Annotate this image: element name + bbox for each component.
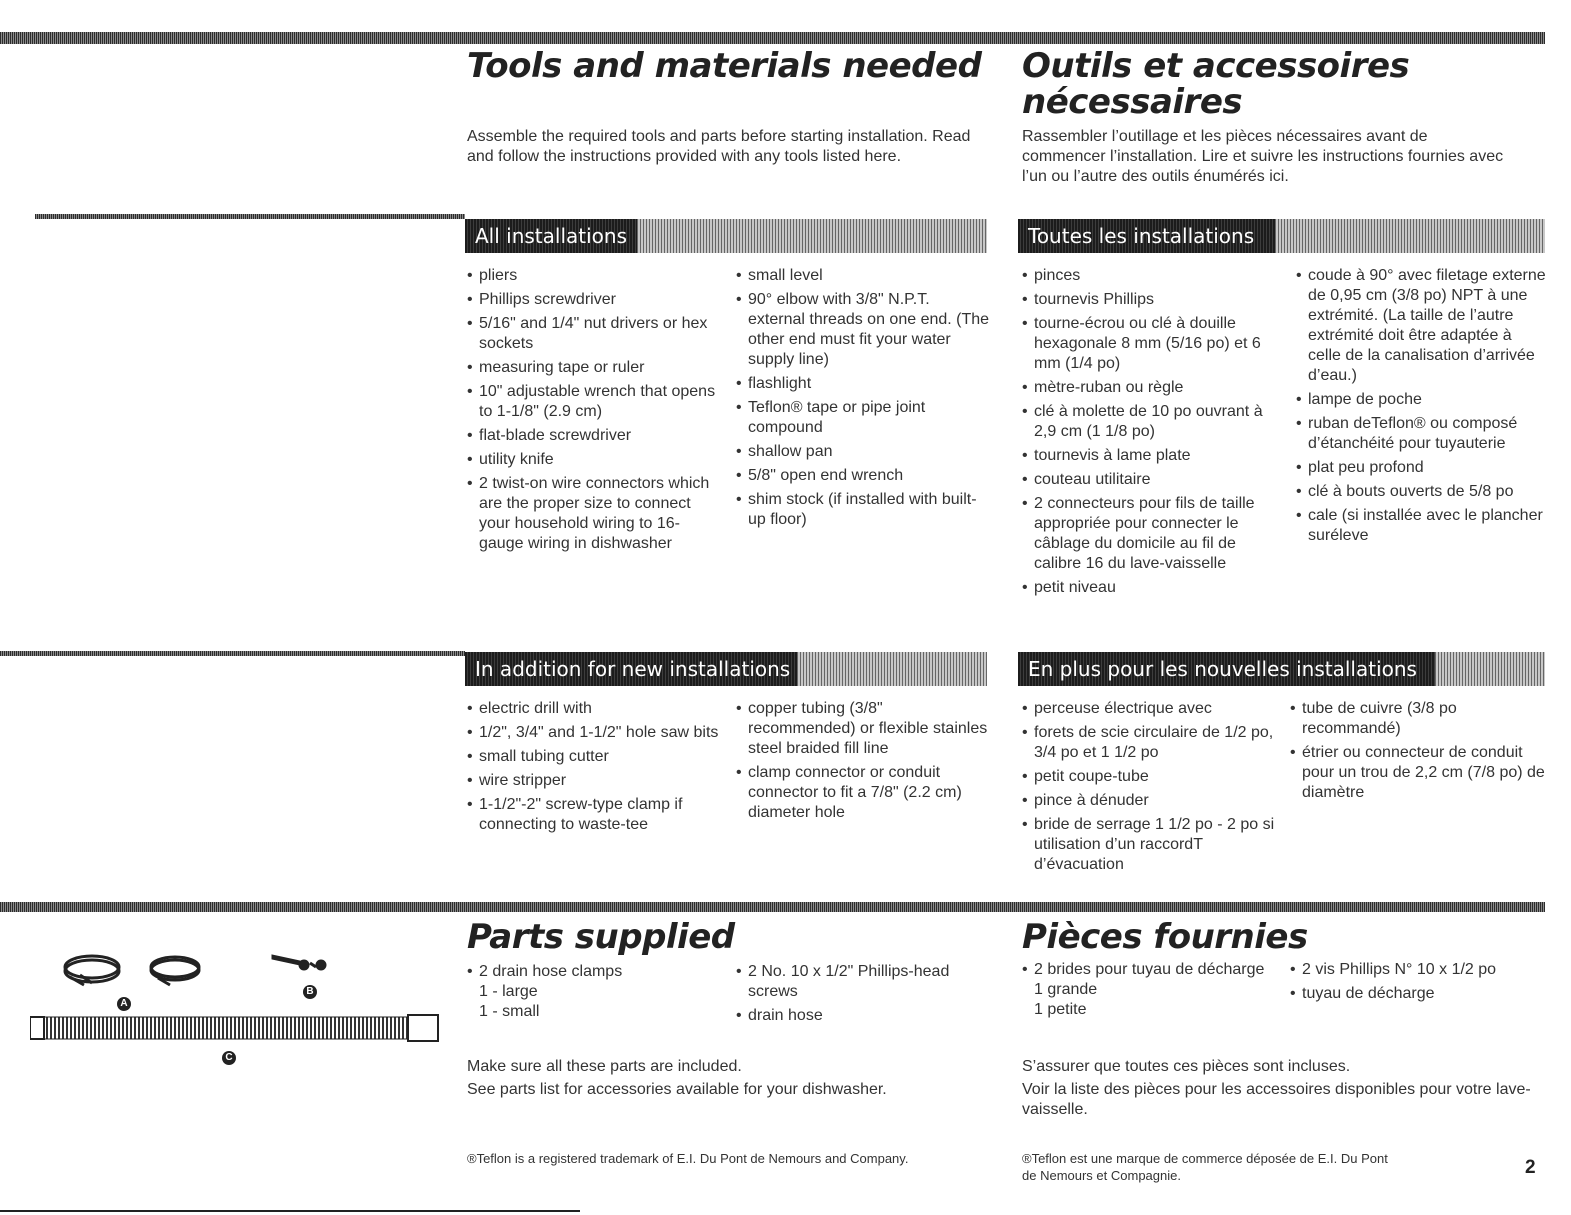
heading-fade <box>797 652 987 686</box>
heading-new-installations-en: In addition for new installations <box>465 652 987 686</box>
all-installations-fr-col2 <box>1296 266 1546 550</box>
section-rule-new <box>0 651 465 656</box>
tools-title-fr-line2: nécessaires <box>1022 82 1243 122</box>
list-item: • 10" adjustable wrench that opens to 1-1/8" (2.9 cm) <box>467 382 722 422</box>
parts-check-fr: S’assurer que toutes ces pièces sont incluses. <box>1022 1058 1351 1075</box>
list-item: • small tubing cutter <box>467 747 722 767</box>
list-item: • tube de cuivre (3/8 po recommandé) <box>1290 699 1545 739</box>
part-label-b: B <box>303 985 317 999</box>
heading-all-installations-en: All installations <box>465 219 987 253</box>
new-installations-fr-col1 <box>1022 699 1277 879</box>
list-item: • coude à 90° avec filetage externe de 0,95 cm (3/8 po) NPT à une extrémité. (La taille de l’autre extrémité doit être adaptée à celle de la canalisation d’arrivée d’eau.) <box>1296 266 1546 386</box>
list-item: • pinces <box>1022 266 1277 286</box>
sub-item: 1 grande <box>1034 981 1098 998</box>
list-item: • forets de scie circulaire de 1/2 po, 3/4 po et 1 1/2 po <box>1022 723 1277 763</box>
list-item: • shim stock (if installed with built-up floor) <box>736 490 991 530</box>
list-item: • 2 connecteurs pour fils de taille appropriée pour connecter le câblage du domicile au fil de calibre 16 du lave-vaisselle <box>1022 494 1277 574</box>
tools-intro-en: Assemble the required tools and parts before starting installation. Read and follow the instructions provided with any tools listed here. <box>467 128 971 165</box>
heading-fade <box>1275 219 1545 253</box>
list-item: • electric drill with <box>467 699 722 719</box>
top-rule <box>0 32 1545 44</box>
parts-check-en: Make sure all these parts are included. <box>467 1058 742 1075</box>
list-item: • 1/2", 3/4" and 1-1/2" hole saw bits <box>467 723 722 743</box>
small-hose-clamp-icon <box>151 957 199 985</box>
section-rule-parts <box>0 902 1545 912</box>
list-item: • tourne-écrou ou clé à douille hexagonale 8 mm (5/16 po) et 6 mm (1/4 po) <box>1022 314 1277 374</box>
parts-see-en: See parts list for accessories available for your dishwasher. <box>467 1081 887 1098</box>
heading-fade <box>637 219 987 253</box>
heading-all-installations-fr: Toutes les installations <box>1018 219 1545 253</box>
trademark-note-en: ®Teflon is a registered trademark of E.I. Du Pont de Nemours and Company. <box>467 1151 909 1166</box>
list-item: • mètre-ruban ou règle <box>1022 378 1277 398</box>
parts-see-fr: Voir la liste des pièces pour les accessoires disponibles pour votre lave-vaisselle. <box>1022 1081 1531 1118</box>
list-item: • measuring tape or ruler <box>467 358 722 378</box>
list-item: • Teflon® tape or pipe joint compound <box>736 398 991 438</box>
new-installations-fr-col2 <box>1290 699 1545 807</box>
list-item: • 5/8" open end wrench <box>736 466 991 486</box>
tools-intro-fr: Rassembler l’outillage et les pièces nécessaires avant de commencer l’installation. Lire et suivre les instructions fournies avec l’un ou l’autre des outils énumérés ici. <box>1022 128 1504 185</box>
heading-fade <box>1435 652 1545 686</box>
list-item: • Phillips screwdriver <box>467 290 722 310</box>
list-item: • bride de serrage 1 1/2 po - 2 po si utilisation d’un raccordT d’évacuation <box>1022 815 1277 875</box>
all-installations-fr-col1 <box>1022 266 1277 602</box>
bottom-line <box>0 1210 580 1212</box>
list-item: • 2 No. 10 x 1/2" Phillips-head screws <box>736 962 991 1002</box>
page-number: 2 <box>1525 1157 1536 1178</box>
parts-fr-col1 <box>1022 960 1277 1024</box>
parts-fr-col2 <box>1290 960 1545 1008</box>
trademark-note-fr: ®Teflon est une marque de commerce déposée de E.I. Du Pont de Nemours et Compagnie. <box>1022 1151 1388 1183</box>
screws-icon <box>272 955 326 970</box>
list-item: • 90° elbow with 3/8" N.P.T. external threads on one end. (The other end must fit your water supply line) <box>736 290 991 370</box>
list-item: • tournevis Phillips <box>1022 290 1277 310</box>
list-item: • pliers <box>467 266 722 286</box>
list-item: • petit niveau <box>1022 578 1277 598</box>
list-item: • clé à bouts ouverts de 5/8 po <box>1296 482 1546 502</box>
parts-en-col1 <box>467 962 722 1026</box>
parts-en-col2 <box>736 962 991 1030</box>
list-item: • 2 vis Phillips N° 10 x 1/2 po <box>1290 960 1545 980</box>
list-item: • flat-blade screwdriver <box>467 426 722 446</box>
list-item: • shallow pan <box>736 442 991 462</box>
tools-title-en: Tools and materials needed <box>467 46 982 86</box>
drain-hose-icon <box>30 1015 438 1041</box>
list-item: • 5/16" and 1/4" nut drivers or hex sockets <box>467 314 722 354</box>
list-item: • utility knife <box>467 450 722 470</box>
new-installations-en-col2 <box>736 699 991 827</box>
all-installations-en-col1 <box>467 266 722 558</box>
list-item: • tournevis à lame plate <box>1022 446 1277 466</box>
list-item: • couteau utilitaire <box>1022 470 1277 490</box>
tools-title-fr <box>1022 48 1409 120</box>
all-installations-en-col2 <box>736 266 991 534</box>
sub-item: 1 - small <box>479 1003 540 1020</box>
list-item: • wire stripper <box>467 771 722 791</box>
section-rule-all <box>35 214 465 219</box>
list-item: • clamp connector or conduit connector to fit a 7/8" (2.2 cm) diameter hole <box>736 763 991 823</box>
list-item: • perceuse électrique avec <box>1022 699 1277 719</box>
list-item: • lampe de poche <box>1296 390 1546 410</box>
list-item: • 2 brides pour tuyau de décharge 1 grande 1 petite <box>1022 960 1277 1020</box>
part-label-a: A <box>117 997 131 1011</box>
part-label-c: C <box>222 1051 236 1065</box>
list-item: • étrier ou connecteur de conduit pour un trou de 2,2 cm (7/8 po) de diamètre <box>1290 743 1545 803</box>
sub-item: 1 petite <box>1034 1001 1087 1018</box>
parts-illustration <box>30 945 450 1075</box>
list-item: • clé à molette de 10 po ouvrant à 2,9 cm (1 1/8 po) <box>1022 402 1277 442</box>
list-item: • 2 twist-on wire connectors which are the proper size to connect your household wiring to 16-gauge wiring in dishwasher <box>467 474 722 554</box>
parts-title-fr: Pièces fournies <box>1022 917 1308 957</box>
tools-title-fr-line1: Outils et accessoires <box>1022 46 1410 86</box>
list-item: • plat peu profond <box>1296 458 1546 478</box>
sub-item: 1 - large <box>479 983 538 1000</box>
list-item: • 2 drain hose clamps 1 - large 1 - small <box>467 962 722 1022</box>
new-installations-en-col1 <box>467 699 722 839</box>
list-item: • tuyau de décharge <box>1290 984 1545 1004</box>
list-item: • pince à dénuder <box>1022 791 1277 811</box>
list-item: • cale (si installée avec le plancher suréleve <box>1296 506 1546 546</box>
large-hose-clamp-icon <box>65 956 119 985</box>
list-item: • flashlight <box>736 374 991 394</box>
list-item: • 1-1/2"-2" screw-type clamp if connecting to waste-tee <box>467 795 722 835</box>
list-item: • copper tubing (3/8" recommended) or flexible stainles steel braided fill line <box>736 699 991 759</box>
list-item: • small level <box>736 266 991 286</box>
heading-new-installations-fr: En plus pour les nouvelles installations <box>1018 652 1545 686</box>
parts-title-en: Parts supplied <box>467 917 735 957</box>
list-item: • petit coupe-tube <box>1022 767 1277 787</box>
list-item: • drain hose <box>736 1006 991 1026</box>
list-item: • ruban deTeflon® ou composé d’étanchéité pour tuyauterie <box>1296 414 1546 454</box>
